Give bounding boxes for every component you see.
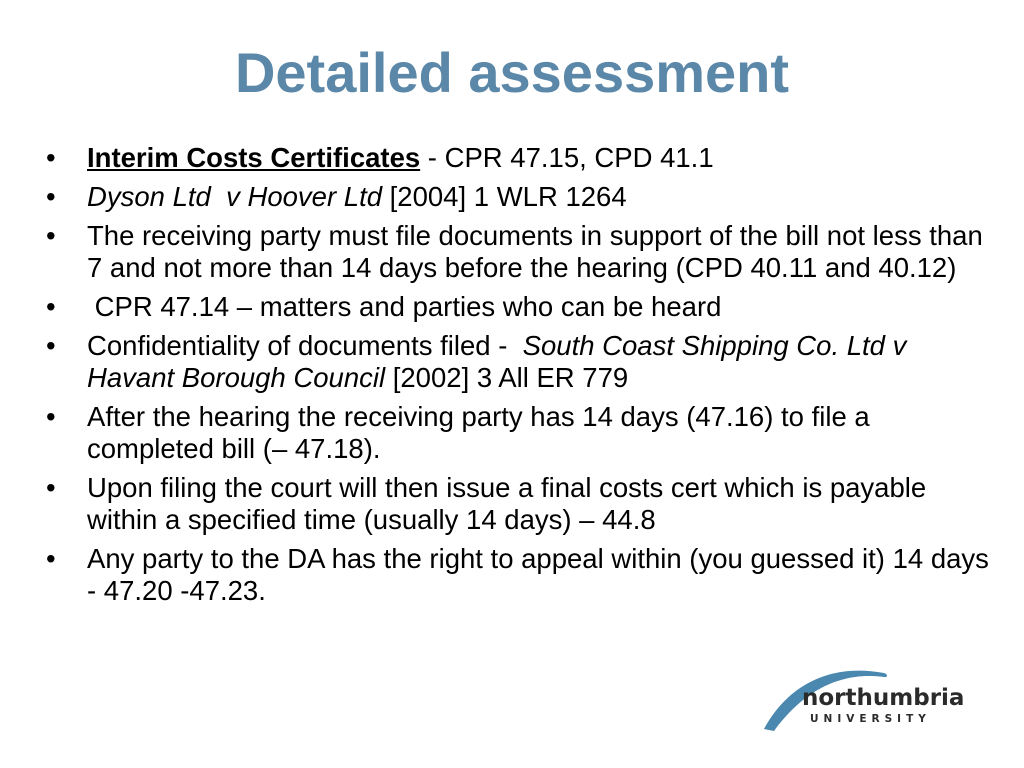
bullet-case-name: South Coast Shipping Co. Ltd v Havant Borough Council: [87, 330, 907, 393]
bullet-item-confidentiality: [44, 330, 994, 394]
northumbria-university-logo: [760, 655, 970, 735]
bullet-text: [2004] 1 WLR 1264: [382, 181, 627, 212]
bullet-item-appeal: [44, 543, 994, 607]
logo-wordmark: northumbria: [802, 685, 965, 711]
bullet-text: The receiving party must file documents in support of the bill not less than 7 and not more than 14 days before the hearing (CPD 40.11 and 40.12): [87, 220, 983, 283]
bullet-item-file-documents: [44, 220, 994, 284]
bullet-glyph: •: [46, 220, 56, 251]
bullet-text: - CPR 47.15, CPD 41.1: [420, 142, 714, 173]
bullet-text: CPR 47.14 – matters and parties who can be heard: [87, 291, 722, 322]
bullet-glyph: •: [46, 330, 56, 361]
bullet-glyph: •: [46, 181, 56, 212]
bullet-text: After the hearing the receiving party has 14 days (47.16) to file a completed bill (– 47.18).: [87, 401, 870, 464]
bullet-glyph: •: [46, 543, 56, 574]
bullet-item-interim-costs: [44, 142, 994, 174]
bullet-text-after: [2002] 3 All ER 779: [385, 362, 629, 393]
bullet-heading: Interim Costs Certificates: [87, 142, 421, 173]
bullet-list: [44, 142, 994, 614]
bullet-case-name: Dyson Ltd v Hoover Ltd: [87, 181, 383, 212]
bullet-item-after-hearing: [44, 401, 994, 465]
bullet-glyph: •: [46, 291, 56, 322]
bullet-item-cpr-47-14: [44, 291, 994, 323]
bullet-item-dyson-case: [44, 181, 994, 213]
bullet-glyph: •: [46, 472, 56, 503]
bullet-item-final-cert: [44, 472, 994, 536]
bullet-text: Confidentiality of documents filed -: [87, 330, 523, 361]
bullet-glyph: •: [46, 401, 56, 432]
slide-title: Detailed assessment: [234, 41, 790, 104]
bullet-glyph: •: [46, 142, 56, 173]
bullet-text: Any party to the DA has the right to appeal within (you guessed it) 14 days - 47.20 -47.23.: [87, 543, 989, 606]
bullet-text: Upon filing the court will then issue a final costs cert which is payable within a specified time (usually 14 days) – 44.8: [87, 472, 927, 535]
logo-subtitle: UNIVERSITY: [810, 713, 931, 725]
